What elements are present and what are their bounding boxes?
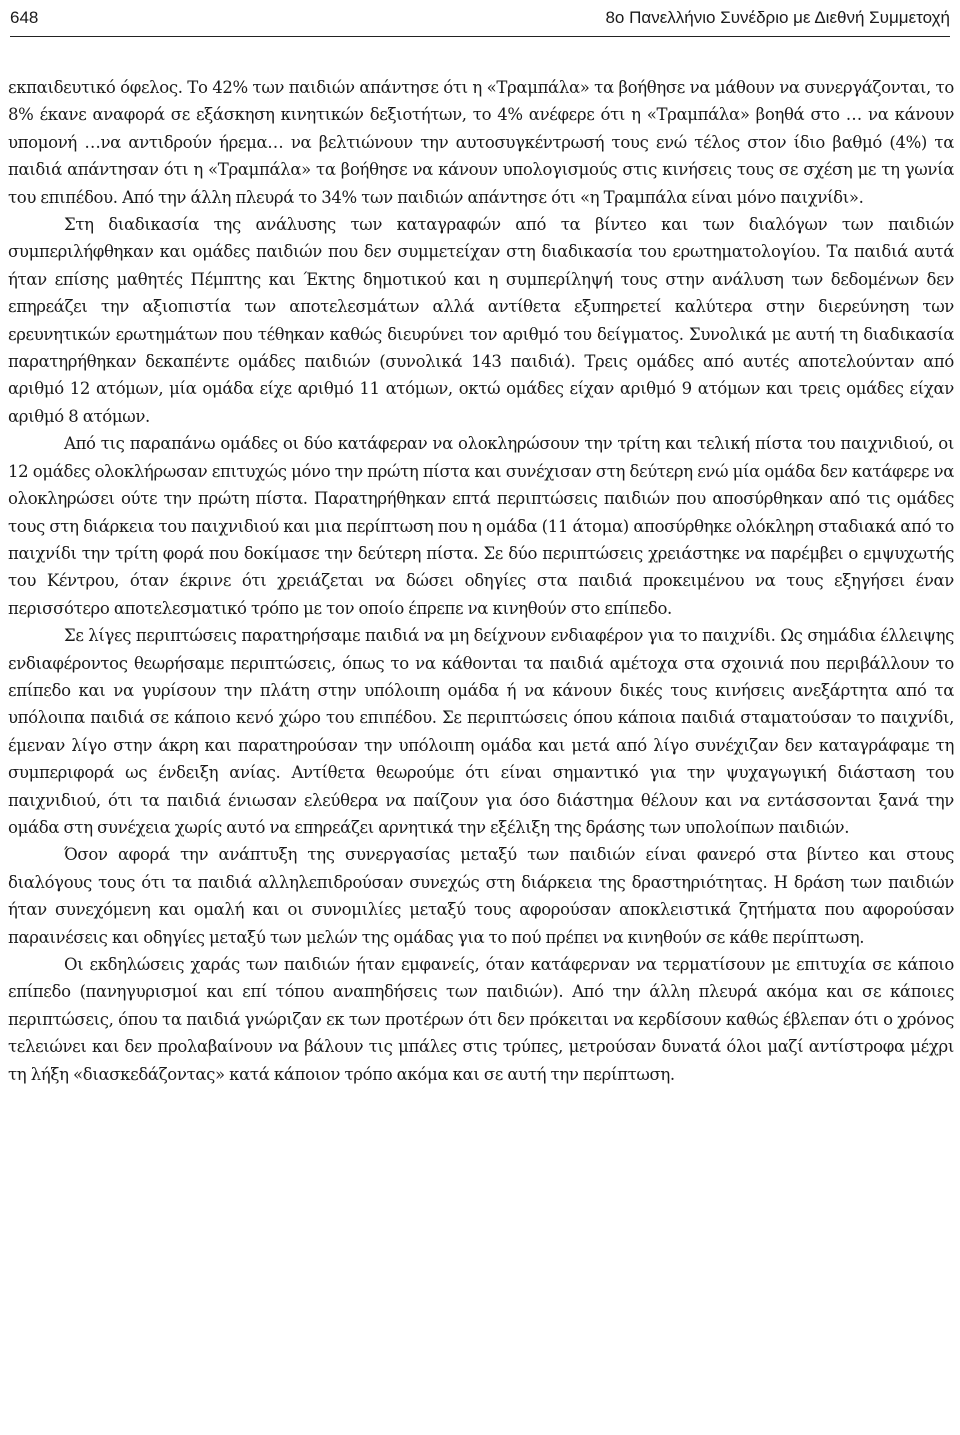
paragraph: Στη διαδικασία της ανάλυσης των καταγραφών από τα βίντεο και των διαλόγων των παιδιών συμπεριλήφθηκαν και ομάδες παιδιών που δεν συμμετείχαν στη διαδικασία του ερωτηματολογίου. Τα παιδιά αυτά ήταν επίσης μαθητές Πέμπτης και Έκτης δημοτικού και η συμπερίληψή τους στην ανάλυση των δεδομένων δεν επηρεάζει την αξιοπιστία των αποτελεσμάτων αλλά αντίθετα εξυπηρετεί καλύτερα στην διερεύνηση των ερευνητικών ερωτημάτων που τέθηκαν καθώς διευρύνει τον αριθμό του δείγματος. Συνολικά με αυτή τη διαδικασία παρατηρήθηκαν δεκαπέντε ομάδες παιδιών (συνολικά 143 παιδιά). Τρεις ομάδες από αυτές αποτελούνταν από αριθμό 12 ατόμων, μία ομάδα είχε αριθμό 11 ατόμων, οκτώ ομάδες είχαν αριθμό 9 ατόμων και τρεις ομάδες είχαν αριθμό 8 ατόμων. [8,215,954,426]
page-number: 648 [10,8,39,27]
paragraph: εκπαιδευτικό όφελος. Το 42% των παιδιών απάντησε ότι η «Τραμπάλα» τα βοήθησε να μάθουν να συνεργάζονται, το 8% έκανε αναφορά σε εξάσκηση κινητικών δεξιοτήτων, το 4% ανέφερε ότι η «Τραμπάλα» βοηθά στο … να κάνουν υπομονή …να αντιδρούν ήρεμα… να βελτιώνουν την αυτοσυγκέντρωσή τους ενώ τέλος στον ίδιο βαθμό (4%) τα παιδιά απάντησαν ότι η «Τραμπάλα» τα βοήθησε να κάνουν υπολογισμούς στις κινήσεις τους σε σχέση με τη γωνία του επιπέδου. Από την άλλη πλευρά το 34% των παιδιών απάντησε ότι «η Τραμπάλα είναι μόνο παιχνίδι». [8,78,954,207]
page-header [10,6,950,37]
running-title: 8ο Πανελλήνιο Συνέδριο με Διεθνή Συμμετοχή [605,8,950,27]
paragraph: Όσον αφορά την ανάπτυξη της συνεργασίας μεταξύ των παιδιών είναι φανερό στα βίντεο και στους διαλόγους τους ότι τα παιδιά αλληλεπιδρούσαν συνεχώς στη διάρκεια της δραστηριότητας. Η δράση των παιδιών ήταν συνεχόμενη και ομαλή και οι συνομιλίες μεταξύ τους αφορούσαν αποκλειστικά ζητήματα που αφορούσαν παραινέσεις και οδηγίες μεταξύ των μελών της ομάδας για το πού πρέπει να κινηθούν σε κάθε περίπτωση. [8,845,954,947]
body-text [8,74,954,1088]
paragraph: Σε λίγες περιπτώσεις παρατηρήσαμε παιδιά να μη δείχνουν ενδιαφέρον για το παιχνίδι. Ως σημάδια έλλειψης ενδιαφέροντος θεωρήσαμε περιπτώσεις, όπως το να κάθονται τα παιδιά αμέτοχα στα σχοινιά που περιβάλλουν το επίπεδο και να γυρίσουν την πλάτη στην υπόλοιπη ομάδα ή να κάνουν δικές τους κινήσεις ανεξάρτητα από τα υπόλοιπα παιδιά σε κάποιο κενό χώρο του επιπέδου. Σε περιπτώσεις όπου κάποια παιδιά σταματούσαν το παιχνίδι, έμεναν λίγο στην άκρη και παρατηρούσαν την υπόλοιπη ομάδα και μετά από λίγο συνέχιζαν δεν καταγράφαμε τη συμπεριφορά ως ένδειξη ανίας. Αντίθετα θεωρούμε ότι είναι σημαντικό για την ψυχαγωγική διάσταση του παιχνιδιού, ότι τα παιδιά ένιωσαν ελεύθερα να παίζουν για όσο διάστημα θέλουν και να εντάσσονται ξανά την ομάδα στη συνέχεια χωρίς αυτό να επηρεάζει αρνητικά την εξέλιξη της δράσης των υπολοίπων παιδιών. [8,626,954,837]
paragraph: Από τις παραπάνω ομάδες οι δύο κατάφεραν να ολοκληρώσουν την τρίτη και τελική πίστα του παιχνιδιού, οι 12 ομάδες ολοκλήρωσαν επιτυχώς μόνο την πρώτη πίστα και συνέχισαν στη δεύτερη ενώ μία ομάδα δεν κατάφερε να ολοκληρώσει ούτε την πρώτη πίστα. Παρατηρήθηκαν επτά περιπτώσεις παιδιών που αποσύρθηκαν από τις ομάδες τους στη διάρκεια του παιχνιδιού και μια περίπτωση που η ομάδα (11 άτομα) αποσύρθηκε ολόκληρη σταδιακά από το παιχνίδι την τρίτη φορά που δοκίμασε την δεύτερη πίστα. Σε δύο περιπτώσεις χρειάστηκε να παρέμβει ο εμψυχωτής του Κέντρου, όταν έκρινε ότι χρειάζεται να δώσει οδηγίες στα παιδιά προκειμένου να τους εξηγήσει έναν περισσότερο αποτελεσματικό τρόπο με τον οποίο έπρεπε να κινηθούν στο επίπεδο. [8,434,954,618]
paragraph: Οι εκδηλώσεις χαράς των παιδιών ήταν εμφανείς, όταν κατάφερναν να τερματίσουν με επιτυχία σε κάποιο επίπεδο (πανηγυρισμοί και επί τόπου αναπηδήσεις των παιδιών). Από την άλλη πλευρά ακόμα και σε κάποιες περιπτώσεις, όπου τα παιδιά γνώριζαν εκ των προτέρων ότι δεν πρόκειται να κερδίσουν καθώς έβλεπαν ότι ο χρόνος τελειώνει και δεν προλαβαίνουν να βάλουν τις μπάλες στις τρύπες, μετρούσαν δυνατά όλοι μαζί αντίστροφα μέχρι τη λήξη «διασκεδάζοντας» κατά κάποιον τρόπο ακόμα και σε αυτή την περίπτωση. [8,955,954,1084]
